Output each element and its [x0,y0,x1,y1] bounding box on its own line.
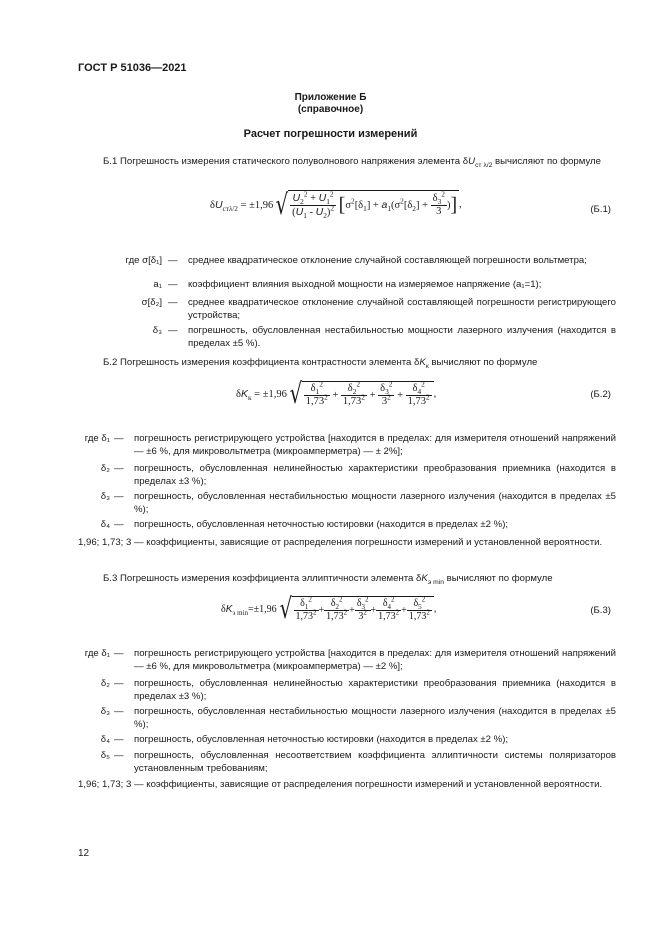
dash: — [114,463,124,474]
b2-coefficients: 1,96; 1,73; 3 — коэффициенты, зависящие от распределения погрешности измерений и установленной вероятности. [78,537,603,548]
appendix-subtitle: (справочное) [297,104,364,115]
dash: — [114,750,124,761]
list-item-label: δ₂ [100,463,110,474]
b2-intro: Б.2 Погрешность измерения коэффициента контрастности элемента $\delta K_к$ вычисляют по формуле [103,357,538,370]
list-item-text: среднее квадратическое отклонение случайной составляющей погрешности регистрирующего устройства; [188,297,616,321]
dash: — [114,734,124,745]
list-item-text: погрешность, обусловленная нелинейностью характеристики преобразования приемника (находится в пределах ±3 %); [134,678,616,702]
b3-where-list [78,647,616,774]
list-item-text: погрешность, обусловленная нестабильностью мощности лазерного излучения (находится в пределах ±5 %); [134,491,616,515]
list-item-label: δ₃ [152,325,162,336]
list-item-text: погрешность, обусловленная неточностью юстировки (находится в пределах ±2 %); [134,519,509,530]
dash: — [114,706,124,717]
list-item-label: где δ₁ [84,648,110,659]
list-item-text: погрешность, обусловленная несоответствием коэффициента эллиптичности системы поляризаторов установленным требованиям; [134,750,616,774]
list-item-text: погрешность, обусловленная неточностью юстировки (находится в пределах ±2 %); [134,734,509,745]
list-item-label: где δ₁ [84,433,110,444]
dash: — [114,648,124,659]
dash: — [168,255,178,266]
list-item-label: δ₃ [100,706,110,717]
document-header: ГОСТ Р 51036—2021 [78,62,187,74]
list-item-label: δ₄ [100,519,110,530]
list-item-text: погрешность, обусловленная нестабильностью мощности лазерного излучения (находится в пределах ±5 %); [134,706,616,730]
list-item-label: σ[δ₂] [141,297,162,308]
list-item-text: погрешность регистрирующего устройства [находится в пределах: для измерителя отношений напряжений — ±6 %, для микровольтметра (микроамперметра) — ± 2%]; [134,433,616,457]
eq-num-b2: (Б.2) [590,389,611,400]
list-item-label: a₁ [153,279,162,290]
list-item-label: δ₃ [100,491,110,502]
b3-intro: Б.3 Погрешность измерения коэффициента эллиптичности элемента $\delta K_{э min}$ вычисляют по формуле [103,573,553,586]
b1-where-list [78,254,616,350]
list-item-text: погрешность, обусловленная нестабильностью мощности лазерного излучения (находится в пределах ±5 %). [188,325,616,349]
list-item-text: коэффициент влияния выходной мощности на измеряемое напряжение (a₁=1); [188,279,542,290]
appendix-title: Приложение Б [294,92,367,103]
dash: — [114,491,124,502]
list-item-text: погрешность регистрирующего устройства [находится в пределах: для измерителя отношений напряжений — ±6 %, для микровольтметра (микроамперметра) — ±2 %]; [134,648,616,672]
b2-where-list [78,432,616,532]
b1-intro: Б.1 Погрешность измерения статического полуволнового напряжения элемента $\delta U_{ст \lambda/2}$ вычисляют по формуле [103,156,601,169]
page-number: 12 [78,848,90,859]
formula-b2: $\delta K_к = \pm 1,96√$ $\frac{\delta_1^2}{1,73^2}$ + $\frac{\delta_2^2}{1,73^2}$ + $\frac{\delta_3^2}{3^2}$ + $\frac{\delta_4^2}{1,73^2}$ , [236,377,437,410]
eq-num-b3: (Б.3) [590,605,611,616]
b3-coefficients: 1,96; 1,73; 3 — коэффициенты, зависящие от распределения погрешности измерений и установленной вероятности. [78,779,603,790]
dash: — [168,325,178,336]
list-item-text: среднее квадратическое отклонение случайной составляющей погрешности вольтметра; [188,255,587,266]
list-item-label: δ₄ [100,734,110,745]
section-heading: Расчет погрешности измерений [243,128,418,140]
list-item-text: погрешность, обусловленная нелинейностью характеристики преобразования приемника (находится в пределах ±3 %); [134,463,616,487]
list-item-label: δ₂ [100,678,110,689]
list-item-label: где σ[δ₁] [125,255,162,266]
formula-b3: $\delta K_{э min}=\pm 1,96√$ $\frac{\delta_1^2}{1,73^2}$ + $\frac{\delta_2^2}{1,73^2}$ + $\frac{\delta_3^2}{3^2}$ + $\frac{\delta_4^2}{1,73^2}$ + $\frac{\delta_5^2}{1,73^2}$ , [221,592,437,625]
eq-num-b1: (Б.1) [590,204,611,215]
dash: — [114,519,124,530]
formula-b1: $\delta U_{ст\lambda/2} = \pm 1,96√$ $\frac{U_2^2 + U_1^2}{(U_1 - U_2)^2}$ [$\sigma^2[\delta_1] + a_1(\sigma^2[\delta_2]$ + $\frac{\delta_3^2}{3}$ )] , [210,187,462,221]
dash: — [114,678,124,689]
dash: — [114,433,124,444]
dash: — [168,279,178,290]
list-item-label: δ₅ [100,750,110,761]
dash: — [168,297,178,308]
